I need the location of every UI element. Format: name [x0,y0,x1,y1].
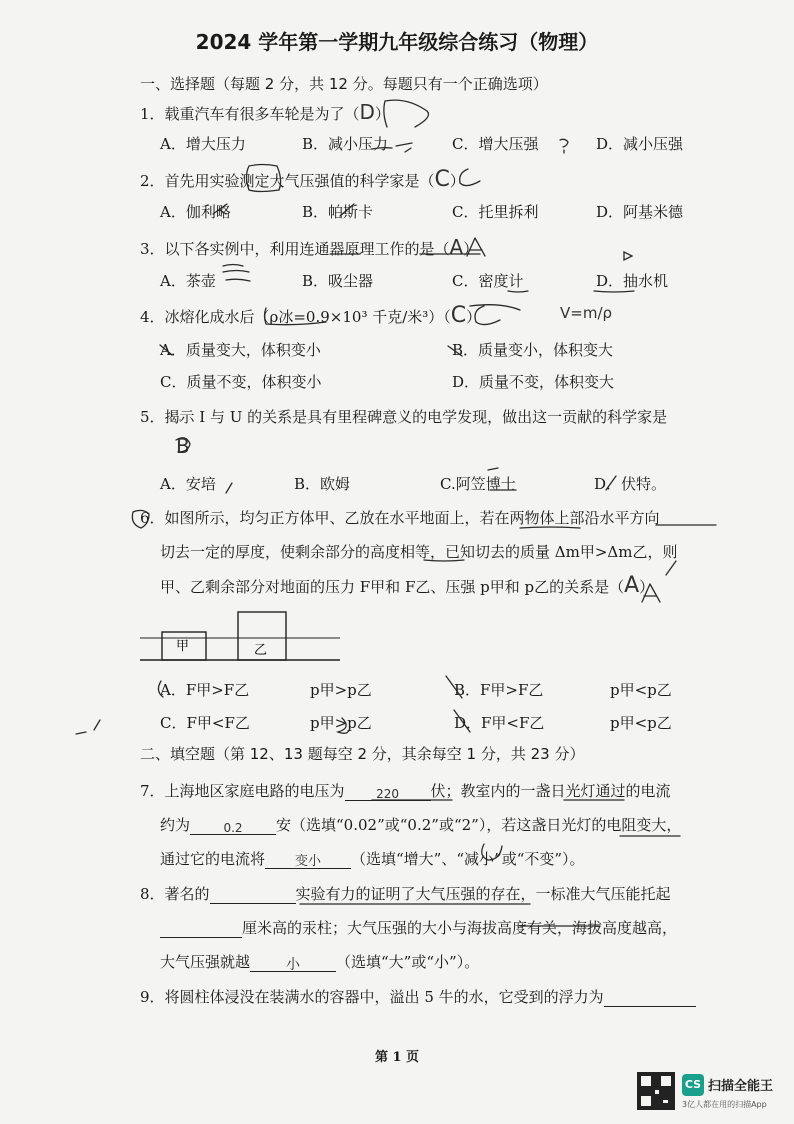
q2-answer-c [460,169,480,186]
question-2-close: ） [449,172,465,190]
page-title: 2024 学年第一学期九年级综合练习（物理） [195,30,599,54]
q7-text-2b: 安（选填“0.02”或“0.2”或“2”），若这盏日光灯的电阻变大， [276,816,682,834]
q3-option-a: A．茶壶 [160,272,216,290]
question-4-stem: 4．冰熔化成水后（ρ冰=0.9×10³ 千克/米³）（ [140,308,451,326]
q7-text-3b: （选填“增大”、“减小”或“不变”）。 [351,850,585,868]
q3-option-d: D．抽水机 [596,272,669,290]
q6-option-a-pressure: p甲>p乙 [310,681,372,699]
margin-scribble [76,720,100,734]
q2-option-a: A．伽利略 [160,203,231,221]
q4-option-d: D．质量不变，体积变大 [452,373,615,391]
q4-handwritten-formula: V=m/ρ [560,304,613,322]
q4-strike-ab [160,345,462,356]
q7-blank-current[interactable]: 0.2 [190,818,276,835]
q1-option-d: D．减小压强 [596,135,684,153]
q2-circle-cedin [247,165,281,192]
q5-answer-b-shape [176,420,190,452]
label-yi: 乙 [254,643,268,658]
q6-option-c-pressure: p甲>p乙 [310,714,372,732]
q2-x-a [213,204,227,214]
q3-underline-opts [508,291,634,292]
section-1-heading: 一、选择题（每题 2 分，共 12 分。每题只有一个正确选项） [140,75,548,93]
q1-tick-b [396,143,412,152]
page-number: 第 1 页 [374,1050,420,1065]
q6-option-b-pressure: p甲<p乙 [610,681,672,699]
q2-slash-b [340,204,354,216]
q5-tick-d [606,476,616,490]
q8-text-1b: 实验有力的证明了大气压强的存在，一标准大气压能托起 [295,885,671,903]
q2-option-d: D．阿基米德 [596,203,684,221]
q2-option-c: C．托里拆利 [452,203,539,221]
q6-mark-a [158,681,163,697]
q4-option-a: A．质量变大，体积变小 [160,341,321,359]
question-1-close: ） [374,105,390,123]
q4-answer-c [475,306,500,325]
q4-paren-scribble [265,308,327,325]
q8-text-1a: 8．著名的 [140,885,210,903]
q8-text-3b: （选填“大”或“小”）。 [336,953,480,971]
q5-tick-a [226,483,232,493]
q6-answer-a [642,584,660,602]
camscanner-tagline: 3亿人都在用的扫描App [682,1100,767,1109]
section-2-heading: 二、填空题（第 12、13 题每空 2 分，其余每空 1 分，共 23 分） [140,745,585,763]
question-5-answer: B [176,434,190,458]
question-6-line-3-text: 甲、乙剩余部分对地面的压力 F甲和 F乙、压强 p甲和 p乙的关系是（ [160,578,625,596]
q7-text-3a: 通过它的电流将 [160,850,266,868]
question-1-stem: 1．载重汽车有很多车轮是为了（ [140,105,360,123]
label-jia: 甲 [176,639,190,654]
q4-option-b: B．质量变小，体积变大 [452,341,614,359]
q1-option-c: C．增大压强 [452,135,539,153]
q6-number-circle [132,510,149,528]
question-2-answer: C [434,167,450,192]
camscanner-logo: CS [682,1074,704,1096]
q6-option-b-force: B．F甲>F乙 [454,681,544,699]
q1-option-a: A．增大压力 [160,135,246,153]
q6-strike-d [454,710,470,732]
question-3-close: ） [463,240,479,258]
q1-answer-circle [384,100,429,127]
question-6-answer: A [624,573,640,598]
q3-arrow-mark [624,252,632,260]
q1-option-b: B．减小压力 [302,135,389,153]
q1-mark-c [560,139,568,153]
q6-option-c-force: C．F甲<F乙 [160,714,250,732]
q7-text-1b: 伏；教室内的一盏日光灯通过的电流 [430,782,671,800]
q7-circle-jianxiao [482,844,502,860]
question-1-answer: D [359,100,375,124]
question-3-stem: 3．以下各实例中，利用连通器原理工作的是（ [140,240,450,258]
q3-scribble-a [223,265,250,282]
q6-option-a-force: A．F甲>F乙 [160,681,250,699]
q9-text: 9．将圆柱体浸没在装满水的容器中，溢出 5 牛的水，它受到的浮力为 [140,988,604,1006]
question-6-close: ） [639,578,655,596]
qr-code [637,1072,675,1110]
q3-option-c: C．密度计 [452,272,524,290]
q3-option-b: B．吸尘器 [302,272,374,290]
question-3-answer: A [449,235,464,259]
q6-marks-line2 [424,560,676,575]
q6-mark-c-pressure [338,718,350,733]
q5-option-a: A．安培 [160,475,216,493]
q2-option-b: B．帕斯卡 [302,203,374,221]
question-4-answer: C [450,303,467,328]
q8-text-3a: 大气压强就越 [160,953,251,971]
q5-option-d: D．伏特。 [594,475,667,493]
question-5-stem: 5．揭示 I 与 U 的关系是具有里程碑意义的电学发现，做出这一贡献的科学家是 [140,408,668,426]
q5-option-c: C.阿笠博士 [440,475,516,493]
q3-answer-a [467,238,485,256]
q1-underline [372,148,392,149]
q8-blank-pressure[interactable]: 小 [250,955,336,972]
q6-underline-cut [520,527,580,528]
q6-strike-b [446,676,462,698]
question-6-line-2: 切去一定的厚度，使剩余部分的高度相等，已知切去的质量 Δm甲>Δm乙，则 [160,543,678,561]
question-4-close: ） [466,308,482,326]
q4-option-c: C．质量不变，体积变小 [160,373,322,391]
q7-blank-change[interactable]: 变小 [265,852,351,869]
q6-option-d-pressure: p甲<p乙 [610,714,672,732]
question-6-line-1: 6．如图所示，均匀正方体甲、乙放在水平地面上，若在两物体上部沿水平方向 [140,509,660,527]
camscanner-name: 扫描全能王 [708,1079,774,1094]
q6-option-d-force: D．F甲<F乙 [454,714,545,732]
q7-text-1a: 7．上海地区家庭电路的电压为 [140,782,345,800]
q7-blank-voltage[interactable]: 220 [345,784,431,801]
q8-text-2b: 厘米高的汞柱；大气压强的大小与海拔高度有关，海拔高度越高， [242,919,678,937]
q5-option-b: B．欧姆 [294,475,351,493]
question-2-stem: 2．首先用实验测定大气压强值的科学家是（ [140,172,435,190]
q5-underline-c [488,468,516,490]
q7-text-2a: 约为 [160,816,191,834]
